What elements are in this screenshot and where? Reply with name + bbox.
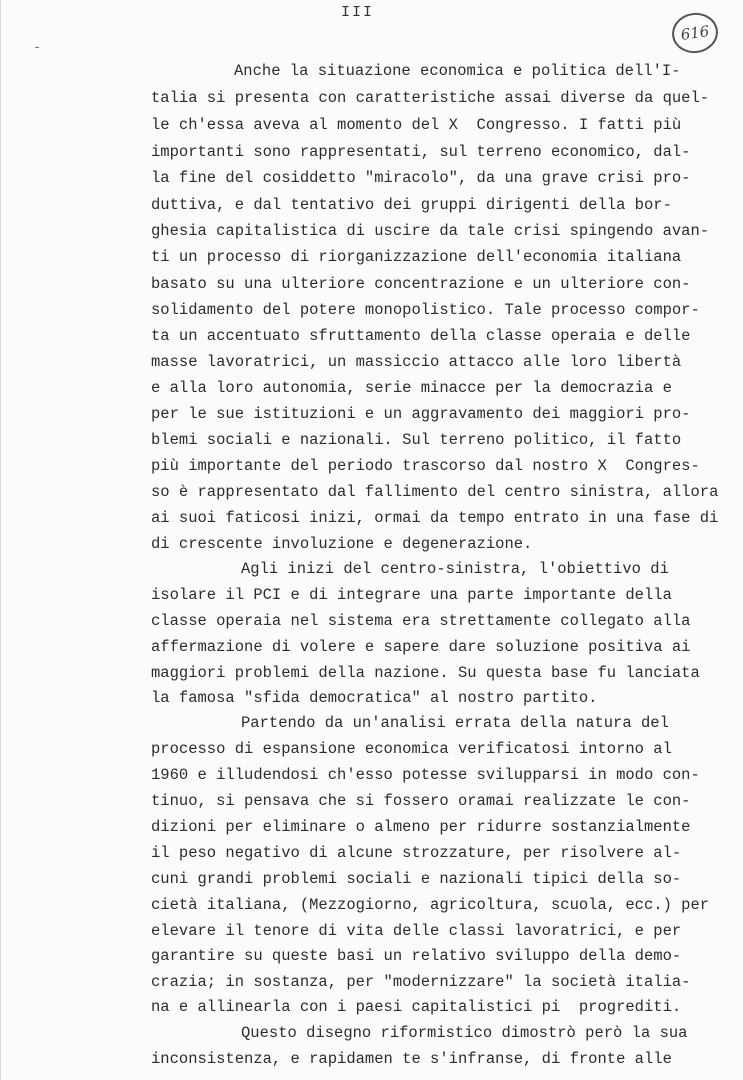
text-line: crazia; in sostanza, per "modernizzare" la società italia- — [151, 973, 691, 991]
text-line: più importante del periodo trascorso dal nostro X Congres- — [151, 457, 700, 475]
text-line: duttiva, e dal tentativo dei gruppi dirigenti della bor- — [151, 196, 672, 214]
text-line: dizioni per eliminare o almeno per ridurre sostanzialmente — [151, 818, 691, 836]
text-line: il peso negativo di alcune strozzature, per risolvere al- — [151, 844, 682, 862]
text-line: processo di espansione economica verificatosi intorno al — [151, 740, 672, 758]
text-line: classe operaia nel sistema era strettamente collegato alla — [151, 612, 691, 630]
text-line: tinuo, si pensava che si fossero oramai realizzate le con- — [151, 792, 691, 810]
text-line: masse lavoratrici, un massiccio attacco alle loro libertà — [151, 353, 682, 371]
text-line: la famosa "sfida democratica" al nostro partito. — [151, 689, 598, 707]
text-line: elevare il tenore di vita delle classi lavoratrici, e per — [151, 922, 682, 940]
text-line: so è rappresentato dal fallimento del centro sinistra, allora — [151, 483, 719, 501]
text-line: blemi sociali e nazionali. Sul terreno politico, il fatto — [151, 431, 682, 449]
text-line: e alla loro autonomia, serie minacce per la democrazia e — [151, 379, 672, 397]
text-line: solidamento del potere monopolistico. Tale processo compor- — [151, 301, 700, 319]
text-line: per le sue istituzioni e un aggravamento dei maggiori pro- — [151, 405, 691, 423]
text-line: ta un accentuato sfruttamento della classe operaia e delle — [151, 327, 691, 345]
text-line: 1960 e illudendosi ch'esso potesse svilupparsi in modo con- — [151, 766, 700, 784]
text-line: inconsistenza, e rapidamen te s'infranse, di fronte alle — [151, 1050, 672, 1068]
text-line: cietà italiana, (Mezzogiorno, agricoltura, scuola, ecc.) per — [151, 896, 710, 914]
text-line: Anche la situazione economica e politica dell'I- — [234, 62, 681, 80]
text-line: cuni grandi problemi sociali e nazionali tipici della so- — [151, 870, 682, 888]
archive-stamp — [669, 10, 720, 56]
text-line: la fine del cosiddetto "miracolo", da una grave crisi pro- — [151, 169, 691, 187]
text-line: talia si presenta con caratteristiche assai diverse da quel- — [151, 89, 710, 107]
text-line: Questo disegno riformistico dimostrò però la sua — [241, 1024, 688, 1042]
text-line: Agli inizi del centro-sinistra, l'obiettivo di — [241, 560, 669, 578]
text-line: ghesia capitalistica di uscire da tale crisi spingendo avan- — [151, 222, 710, 240]
text-line: di crescente involuzione e degenerazione. — [151, 535, 533, 553]
text-line: importanti sono rappresentati, sul terreno economico, dal- — [151, 143, 691, 161]
text-line: na e allinearla con i paesi capitalistici pi progrediti. — [151, 998, 682, 1016]
text-line: isolare il PCI e di integrare una parte importante della — [151, 586, 672, 604]
text-line: maggiori problemi della nazione. Su questa base fu lanciata — [151, 664, 700, 682]
margin-mark: - — [33, 40, 42, 56]
text-line: ai suoi faticosi inizi, ormai da tempo entrato in una fase di — [151, 509, 719, 527]
text-line: basato su una ulteriore concentrazione e un ulteriore con- — [151, 275, 691, 293]
stamp-number: 616 — [679, 22, 711, 44]
text-line: affermazione di volere e sapere dare soluzione positiva ai — [151, 638, 691, 656]
text-line: Partendo da un'analisi errata della natura del — [241, 714, 669, 732]
text-line: ti un processo di riorganizzazione dell'economia italiana — [151, 248, 682, 266]
text-line: garantire su queste basi un relativo sviluppo della demo- — [151, 947, 682, 965]
page-number: III — [341, 4, 375, 21]
text-line: le ch'essa aveva al momento del X Congresso. I fatti più — [151, 116, 682, 134]
